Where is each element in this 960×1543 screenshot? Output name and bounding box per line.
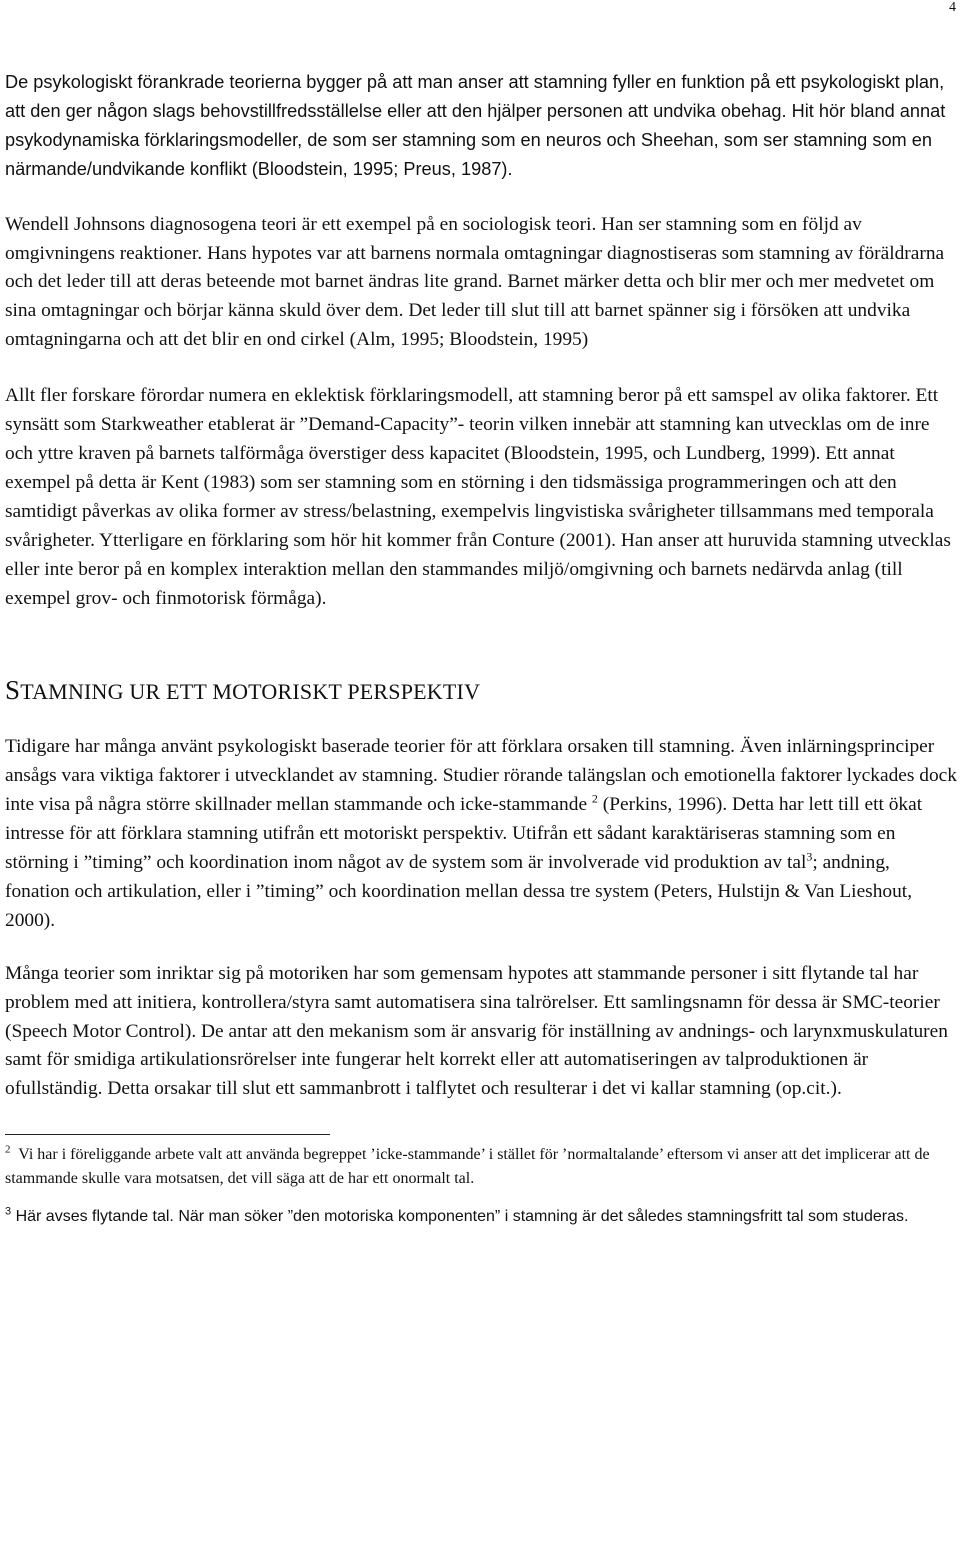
paragraph-motor-perspective-part2: (Perkins, 1996). Detta har lett till ett ökat intresse för att förklara stamning utifrån ett motoriskt perspektiv. Utifrån ett sådant karaktäriseras stamning som en störning i ”timing” och koordination inom något av de system som är involverade vid produktion av tal — [5, 794, 923, 874]
paragraph-motor-perspective — [5, 733, 957, 935]
paragraph-psychological-theories: De psykologiskt förankrade teorierna bygger på att man anser att stamning fyller en funktion på ett psykologiskt plan, att den ger någon slags behovstillfredsställelse eller att den hjälper personen att undvika obehag. Hit hör bland annat psykodynamiska förklaringsmodeller, de som ser stamning som en neuros och Sheehan, som ser stamning som en närmande/undvikande konflikt (Bloodstein, 1995; Preus, 1987). — [5, 72, 946, 179]
footnote-ref-2[interactable]: 2 — [591, 791, 598, 806]
paragraph-sociological-theory: Wendell Johnsons diagnosogena teori är ett exempel på en sociologisk teori. Han ser stamning som en följd av omgivningens reaktioner. Hans hypotes var att barnens normala omtagningar diagnostiseras som stamning av föräldrarna och det leder till att deras beteende mot barnet ändras lite grand. Barnet märker detta och blir mer och mer medvetet om sina omtagningar och börjar känna skuld över dem. Det leder till slut till att barnet spänner sig i försöken att undvika omtagningarna och att det blir en ond cirkel (Alm, 1995; Bloodstein, 1995) — [5, 213, 945, 351]
section-heading-initial: S — [5, 675, 21, 706]
page-number: 4 — [949, 0, 956, 15]
document-body — [5, 68, 957, 1229]
footnote-2-marker: 2 — [5, 1143, 11, 1156]
footnote-ref-3[interactable]: 3 — [806, 849, 813, 864]
paragraph-motor-perspective-part1: Tidigare har många använt psykologiskt baserade teorier för att förklara orsaken till stamning. Även inlärningsprinciper ansågs vara viktiga faktorer i utvecklandet av stamning. Studier rörande talängslan och emotionella faktorer lyckades dock inte visa på några större skillnader mellan stammande och icke-stammande — [5, 736, 957, 816]
paragraph-motor-perspective-part3: ; andning, fonation och artikulation, eller i ”timing” och koordination mellan dessa tre system (Peters, Hulstijn & Van Lieshout, 2000). — [5, 852, 913, 931]
paragraph-smc-theories: Många teorier som inriktar sig på motoriken har som gemensam hypotes att stammande personer i sitt flytande tal har problem med att initiera, kontrollera/styra samt automatisera sina talrörelser. Ett samlingsnamn för dessa är SMC-teorier (Speech Motor Control). De antar att den mekanism som är ansvarig för inställning av andnings- och larynxmuskulaturen samt för smidiga artikulationsrörelser inte fungerar helt korrekt eller att automatiseringen av talproduktionen är ofullständig. Detta orsakar till slut ett sammanbrott i talflytet och resulterar i det vi kallar stamning (op.cit.). — [5, 962, 948, 1100]
footnote-2 — [5, 1143, 957, 1191]
section-heading-rest: TAMNING UR ETT MOTORISKT PERSPEKTIV — [20, 679, 481, 705]
paragraph-eclectic-model: Allt fler forskare förordar numera en eklektisk förklaringsmodell, att stamning beror på ett samspel av olika faktorer. Ett synsätt som Starkweather etablerat är ”Demand-Capacity”- teorin vilken innebär att stamning kan utvecklas om de inre och yttre kraven på barnets talförmåga överstiger dess kapacitet (Bloodstein, 1995, och Lundberg, 1999). Ett annat exempel på detta är Kent (1983) som ser stamning som en störning i den tidsmässiga programmeringen och att den samtidigt påverkas av olika former av stress/belastning, exempelvis lingvistiska svårigheter tillsammans med temporala svårigheter. Ytterligare en förklaring som hör hit kommer från Conture (2001). Han anser att huruvida stamning utvecklas eller inte beror på en komplex interaktion mellan den stammandes miljö/omgivning och barnets nedärvda anlag (till exempel grov- och finmotorisk förmåga). — [5, 385, 951, 609]
footnote-2-text: Vi har i föreliggande arbete valt att använda begreppet ’icke-stammande’ i stället för ’normaltalande’ eftersom vi anser att det implicerar att de stammande skulle vara motsatsen, det vill säga att de har ett onormalt tal. — [5, 1146, 930, 1188]
section-heading — [5, 673, 957, 709]
footnote-divider — [5, 1134, 330, 1135]
footnote-3-marker: 3 — [5, 1205, 12, 1218]
footnote-3 — [5, 1205, 957, 1229]
footnote-3-text: Här avses flytande tal. När man söker ”den motoriska komponenten” i stamning är det således stamningsfritt tal som studeras. — [15, 1208, 909, 1226]
